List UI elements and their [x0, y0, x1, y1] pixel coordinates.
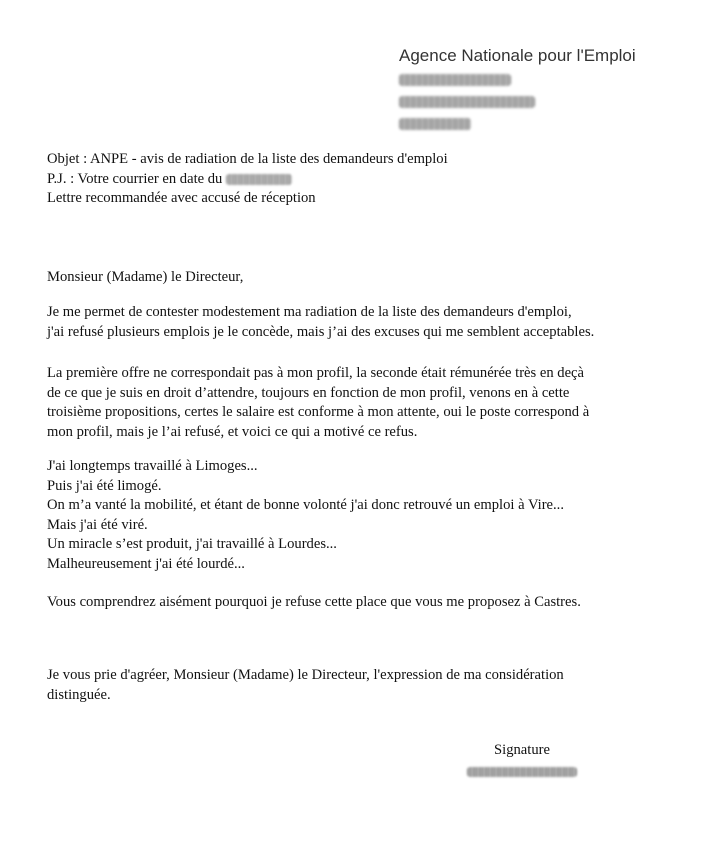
signature-block: [452, 741, 592, 777]
recipient-name: Agence Nationale pour l'Emploi: [399, 46, 636, 65]
redacted-address-line-3: [399, 118, 471, 130]
paragraph-3: [47, 457, 687, 575]
attachment-line: [47, 170, 687, 190]
paragraph-line: J'ai longtemps travaillé à Limoges...: [47, 458, 258, 474]
closing-formula: [47, 666, 687, 705]
paragraph-line: troisième propositions, certes le salaire est conforme à mon attente, oui le poste correspond à: [47, 404, 590, 421]
redacted-address-line-2: [399, 96, 535, 108]
paragraph-line: j'ai refusé plusieurs emplois je le concède, mais j’ai des excuses qui me semblent acceptables.: [47, 323, 595, 340]
paragraph-line: Un miracle s’est produit, j'ai travaillé à Lourdes...: [47, 536, 337, 553]
signature-label: Signature: [494, 742, 550, 758]
paragraph-line: Mais j'ai été viré.: [47, 516, 148, 533]
registered-mail-line: Lettre recommandée avec accusé de réception: [47, 190, 316, 207]
subject-block: [47, 150, 687, 209]
closing-line: distinguée.: [47, 686, 111, 703]
closing-line: Je vous prie d'agréer, Monsieur (Madame) le Directeur, l'expression de ma considération: [47, 667, 564, 683]
paragraph-line: mon profil, mais je l’ai refusé, et voici ce qui a motivé ce refus.: [47, 423, 418, 440]
paragraph-line: La première offre ne correspondait pas à mon profil, la seconde était rémunérée très en deçà: [47, 365, 585, 381]
subject-line: Objet : ANPE - avis de radiation de la liste des demandeurs d'emploi: [47, 151, 448, 167]
redacted-signature: [467, 767, 577, 777]
paragraph-line: On m’a vanté la mobilité, et étant de bonne volonté j'ai donc retrouvé un emploi à Vire...: [47, 497, 564, 514]
redacted-address-line-1: [399, 74, 511, 86]
paragraph-2: [47, 364, 687, 442]
paragraph-line: Puis j'ai été limogé.: [47, 477, 162, 494]
paragraph-line: Vous comprendrez aisément pourquoi je refuse cette place que vous me proposez à Castres.: [47, 594, 581, 610]
paragraph-line: Malheureusement j'ai été lourdé...: [47, 555, 245, 572]
paragraph-line: Je me permet de contester modestement ma radiation de la liste des demandeurs d'emploi,: [47, 304, 572, 320]
attachment-line-text: P.J. : Votre courrier en date du: [47, 170, 223, 187]
paragraph-line: de ce que je suis en droit d’attendre, toujours en fonction de mon profil, venons en à cette: [47, 384, 570, 401]
salutation-text: Monsieur (Madame) le Directeur,: [47, 269, 244, 285]
paragraph-1: [47, 303, 687, 342]
paragraph-4: [47, 593, 687, 613]
recipient-address-block: [399, 46, 689, 130]
salutation: [47, 268, 687, 288]
redacted-date: [226, 174, 292, 185]
